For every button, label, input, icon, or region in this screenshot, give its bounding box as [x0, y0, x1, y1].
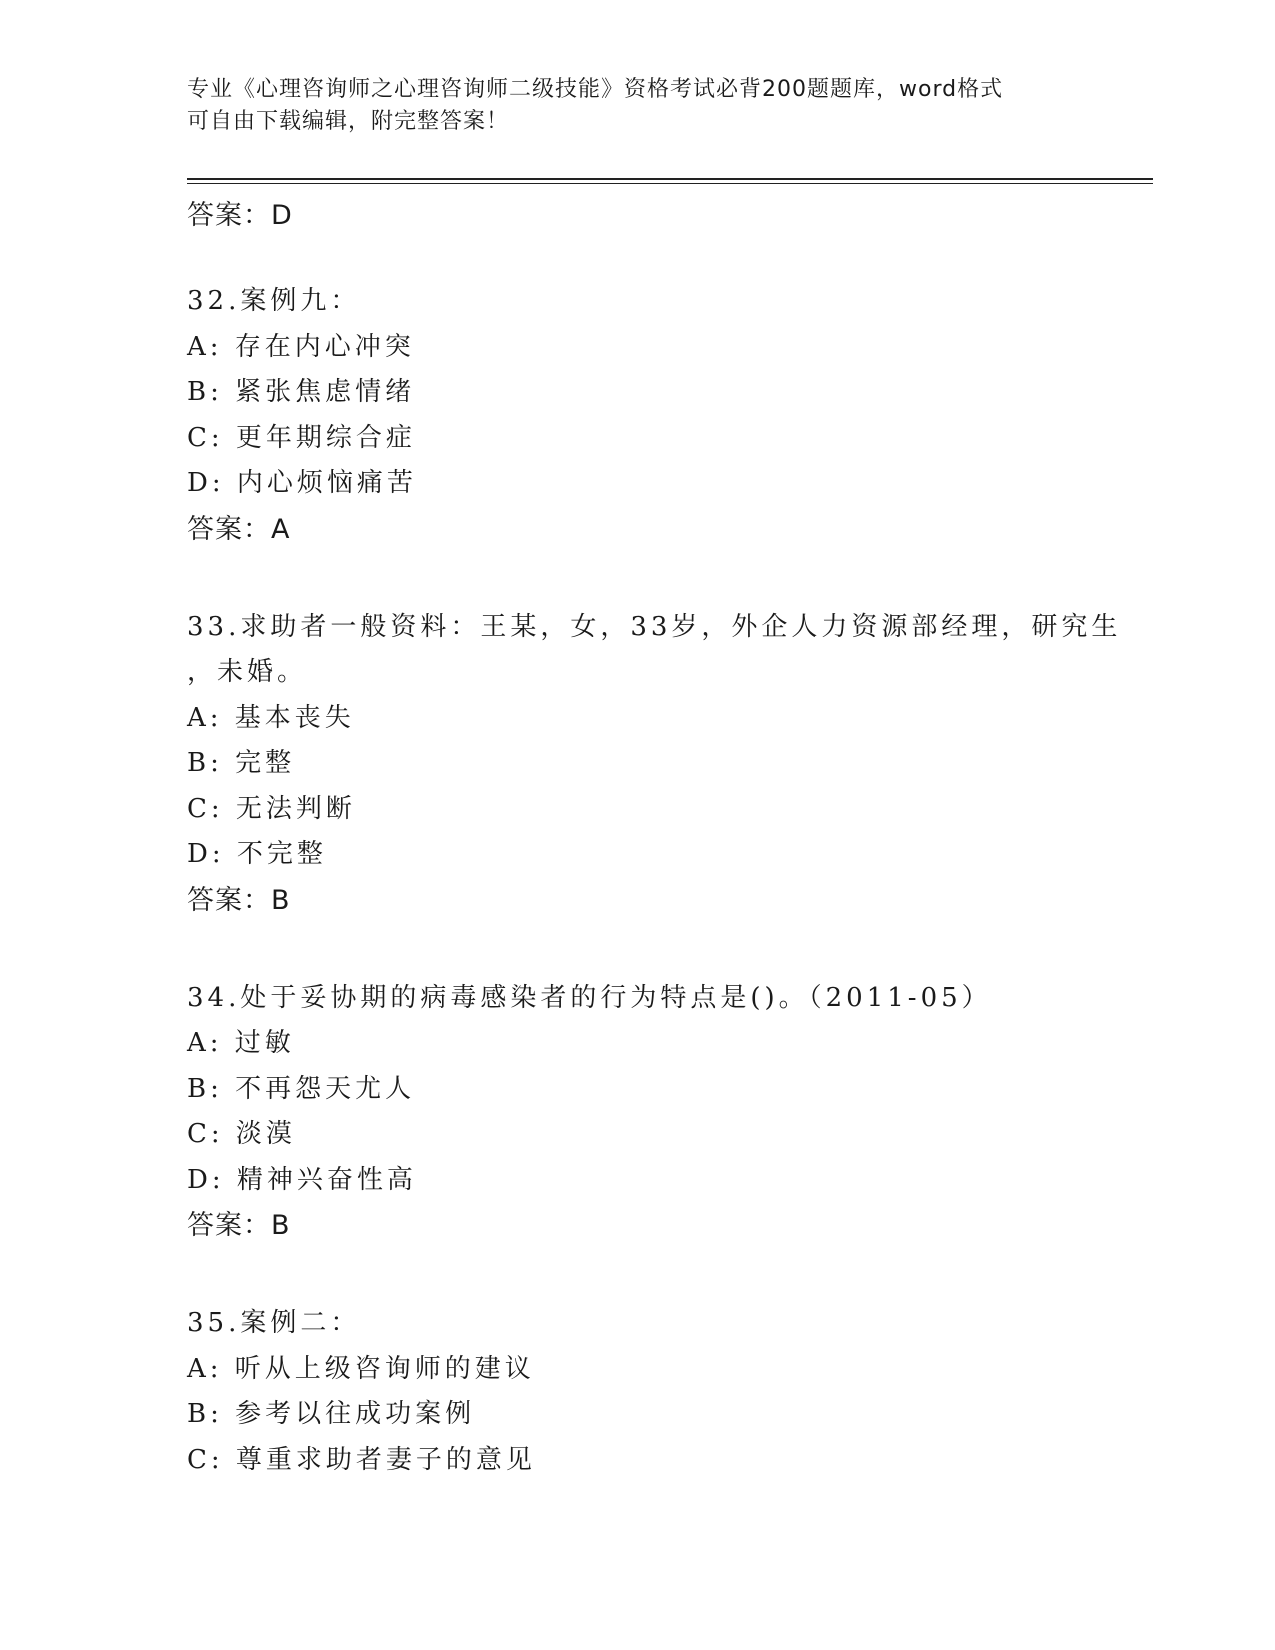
option-c: C: 淡漠	[187, 1119, 296, 1149]
question-32	[187, 279, 1087, 553]
option-c: C: 尊重求助者妻子的意见	[187, 1444, 536, 1475]
previous-answer: 答案：D	[187, 200, 293, 231]
option-a: A: 过敏	[187, 1028, 295, 1058]
answer: 答案：B	[187, 1210, 291, 1241]
option-b: B: 不再怨天尤人	[187, 1073, 416, 1104]
option-a: A: 存在内心冲突	[187, 331, 415, 362]
option-c: C: 更年期综合症	[187, 422, 416, 453]
answer: 答案：B	[187, 884, 291, 916]
question-stem: 33.求助者一般资料：王某，女，33岁，外企人力资源部经理，研究生	[187, 611, 1122, 642]
option-b: B: 紧张焦虑情绪	[187, 377, 416, 407]
header-line-1: 专业《心理咨询师之心理咨询师二级技能》资格考试必背200题题库，word格式	[187, 77, 1004, 102]
option-d: D: 精神兴奋性高	[187, 1164, 417, 1195]
question-list	[187, 193, 1122, 1483]
question-stem: 32.案例九：	[187, 286, 361, 316]
header-line-2: 可自由下载编辑，附完整答案！	[187, 109, 510, 134]
answer: 答案：A	[187, 513, 291, 545]
option-c: C: 无法判断	[187, 793, 356, 824]
question-34	[187, 976, 1087, 1250]
question-stem: 34.处于妥协期的病毒感染者的行为特点是()。（2011-05）	[187, 982, 992, 1013]
question-35	[187, 1301, 1087, 1483]
option-b: B: 完整	[187, 748, 296, 778]
header-rule-thick	[187, 178, 1153, 180]
question-stem: 35.案例二：	[187, 1308, 361, 1338]
question-stem-continued: ，未婚。	[187, 657, 308, 687]
option-b: B: 参考以往成功案例	[187, 1399, 476, 1429]
option-a: A: 听从上级咨询师的建议	[187, 1353, 535, 1384]
header-rule-thin	[187, 183, 1153, 184]
document-header	[187, 74, 1087, 138]
question-33	[187, 605, 1122, 924]
option-d: D: 不完整	[187, 839, 327, 869]
option-d: D: 内心烦恼痛苦	[187, 468, 417, 498]
option-a: A: 基本丧失	[187, 702, 355, 733]
